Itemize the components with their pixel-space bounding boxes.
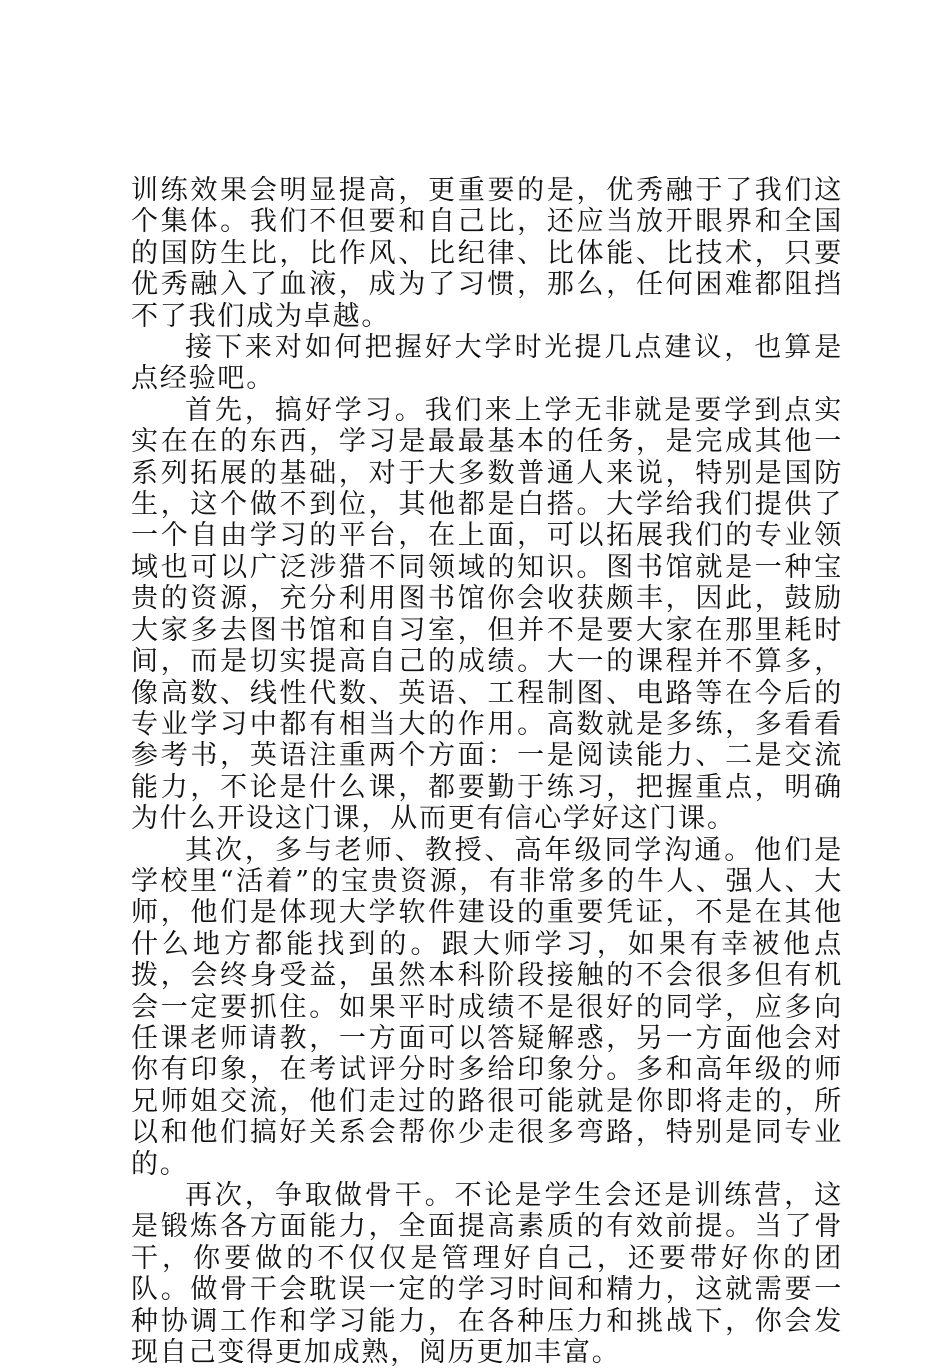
document-body <box>131 175 843 1368</box>
paragraph-second-communicate: 其次，多与老师、教授、高年级同学沟通。他们是学校里“活着”的宝贵资源，有非常多的牛人、强人、大师，他们是体现大学软件建设的重要凭证，不是在其他什么地方都能找到的。跟大师学习，如果有幸被他点拨，会终身受益，虽然本科阶段接触的不会很多但有机会一定要抓住。如果平时成绩不是很好的同学，应多向任课老师请教，一方面可以答疑解惑，另一方面他会对你有印象，在考试评分时多给印象分。多和高年级的师兄师姐交流，他们走过的路很可能就是你即将走的，所以和他们搞好关系会帮你少走很多弯路，特别是同专业的。 <box>131 834 843 1180</box>
paragraph-third-backbone: 再次，争取做骨干。不论是学生会还是训练营，这是锻炼各方面能力，全面提高素质的有效前提。当了骨干，你要做的不仅仅是管理好自己，还要带好你的团队。做骨干会耽误一定的学习时间和精力，这就需要一种协调工作和学习能力，在各种压力和挑战下，你会发现自己变得更加成熟，阅历更加丰富。 <box>131 1180 843 1368</box>
paragraph-first-study: 首先，搞好学习。我们来上学无非就是要学到点实实在在的东西，学习是最最基本的任务，是完成其他一系列拓展的基础，对于大多数普通人来说，特别是国防生，这个做不到位，其他都是白搭。大学给我们提供了一个自由学习的平台，在上面，可以拓展我们的专业领域也可以广泛涉猎不同领域的知识。图书馆就是一种宝贵的资源，充分利用图书馆你会收获颇丰，因此，鼓励大家多去图书馆和自习室，但并不是要大家在那里耗时间，而是切实提高自己的成绩。大一的课程并不算多，像高数、线性代数、英语、工程制图、电路等在今后的专业学习中都有相当大的作用。高数就是多练，多看看参考书，英语注重两个方面：一是阅读能力、二是交流能力，不论是什么课，都要勤于练习，把握重点，明确为什么开设这门课，从而更有信心学好这门课。 <box>131 394 843 835</box>
paragraph-intro-suggestions: 接下来对如何把握好大学时光提几点建议，也算是点经验吧。 <box>131 332 843 395</box>
paragraph-continuation: 训练效果会明显提高，更重要的是，优秀融于了我们这个集体。我们不但要和自己比，还应当放开眼界和全国的国防生比，比作风、比纪律、比体能、比技术，只要优秀融入了血液，成为了习惯，那么，任何困难都阻挡不了我们成为卓越。 <box>131 175 843 332</box>
